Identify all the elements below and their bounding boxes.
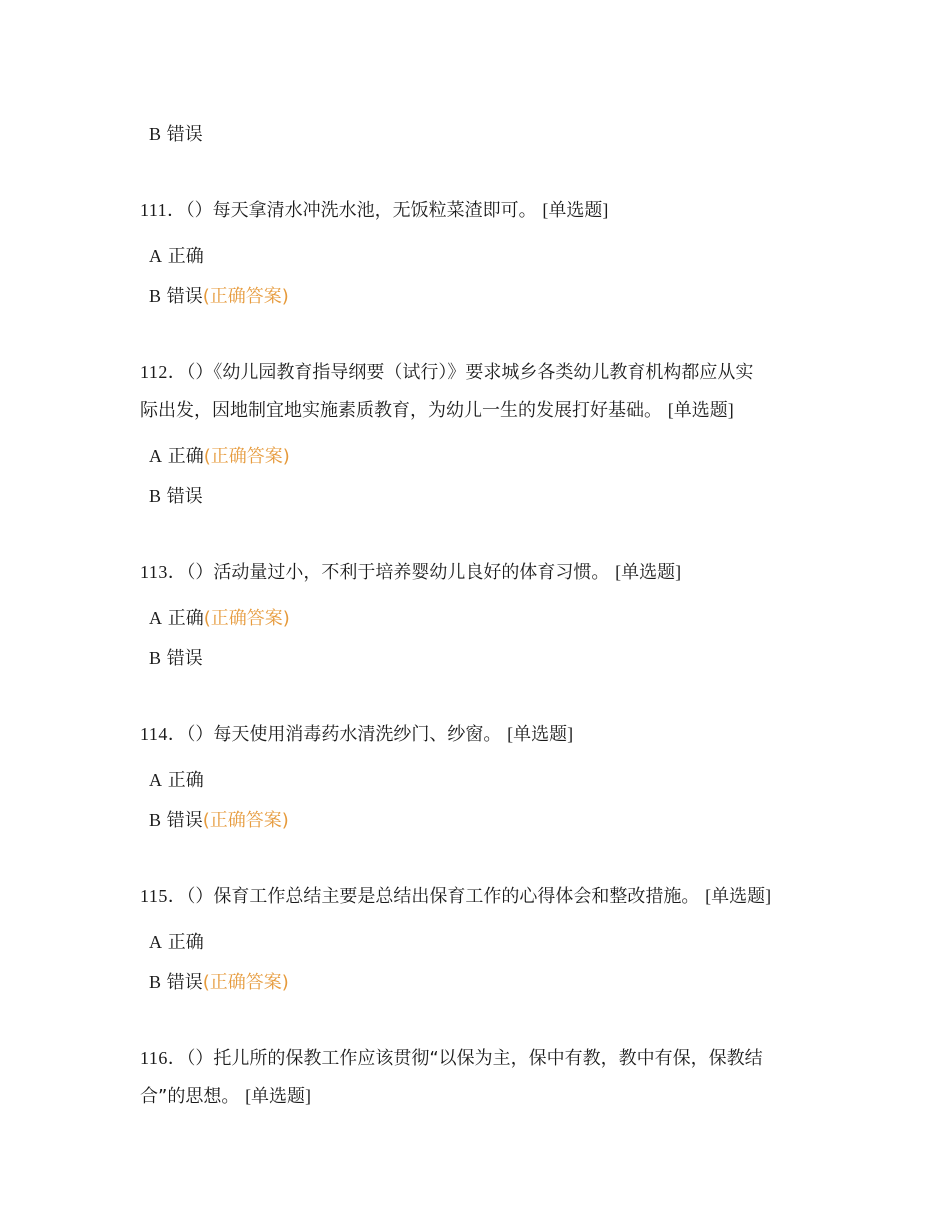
question-111-option-b (149, 284, 289, 309)
question-115-option-b (149, 970, 289, 995)
question-113-option-b (149, 646, 203, 671)
question-115 (140, 884, 771, 909)
option-text: 错误 (166, 124, 203, 145)
option-letter: B (149, 486, 162, 506)
option-letter: A (149, 446, 162, 466)
correct-answer-mark: (正确答案) (202, 810, 289, 831)
question-112-option-b (149, 484, 203, 509)
option-b-carryover (149, 122, 203, 147)
question-113 (140, 560, 681, 585)
correct-answer-mark: (正确答案) (203, 446, 290, 467)
question-type-tag: [单选题] (245, 1086, 312, 1106)
option-letter: B (149, 648, 162, 668)
question-type-tag: [单选题] (507, 724, 574, 744)
option-letter: A (149, 246, 162, 266)
question-text: （）活动量过小，不利于培养婴幼儿良好的体育习惯。 (186, 562, 610, 583)
option-letter: B (149, 124, 162, 144)
option-text: 正确 (167, 770, 204, 791)
question-number: 115． (140, 886, 187, 906)
question-type-tag: [单选题] (542, 200, 609, 220)
question-115-option-a (149, 930, 204, 955)
option-letter: B (149, 810, 162, 830)
correct-answer-mark: (正确答案) (202, 286, 289, 307)
option-text: 错误 (166, 810, 203, 831)
option-text: 错误 (166, 648, 203, 669)
question-116-line-2 (140, 1084, 311, 1109)
question-112 (140, 360, 753, 385)
question-text: （）保育工作总结主要是总结出保育工作的心得体会和整改措施。 (186, 886, 700, 907)
question-112-option-a (149, 444, 290, 469)
option-letter: B (149, 286, 162, 306)
question-114-option-a (149, 768, 204, 793)
question-number: 111． (140, 200, 186, 220)
option-text: 正确 (167, 932, 204, 953)
option-letter: A (149, 770, 162, 790)
option-letter: A (149, 608, 162, 628)
correct-answer-mark: (正确答案) (202, 972, 289, 993)
option-text: 正确 (167, 608, 204, 629)
question-113-option-a (149, 606, 290, 631)
question-114-option-b (149, 808, 289, 833)
question-111-option-a (149, 244, 204, 269)
question-text: （）每天拿清水冲洗水池，无饭粒菜渣即可。 (185, 200, 537, 221)
question-text: 合”的思想。 (140, 1086, 240, 1107)
question-text: （）《幼儿园教育指导纲要（试行）》要求城乡各类幼儿教育机构都应从实 (186, 362, 754, 383)
question-number: 112． (140, 362, 187, 382)
correct-answer-mark: (正确答案) (203, 608, 290, 629)
question-114 (140, 722, 573, 747)
question-116 (140, 1046, 763, 1071)
option-text: 错误 (166, 486, 203, 507)
option-text: 错误 (166, 286, 203, 307)
question-112-line-2 (140, 398, 734, 423)
question-type-tag: [单选题] (705, 886, 772, 906)
option-letter: B (149, 972, 162, 992)
option-letter: A (149, 932, 162, 952)
question-type-tag: [单选题] (615, 562, 682, 582)
option-text: 正确 (167, 446, 204, 467)
question-type-tag: [单选题] (667, 400, 734, 420)
question-number: 114． (140, 724, 187, 744)
question-number: 116． (140, 1048, 187, 1068)
question-111 (140, 198, 608, 223)
question-text: （）托儿所的保教工作应该贯彻“以保为主，保中有教，教中有保，保教结 (186, 1048, 763, 1069)
question-text: 际出发，因地制宜地实施素质教育，为幼儿一生的发展打好基础。 (140, 400, 662, 421)
option-text: 正确 (167, 246, 204, 267)
option-text: 错误 (166, 972, 203, 993)
question-text: （）每天使用消毒药水清洗纱门、纱窗。 (186, 724, 502, 745)
question-number: 113． (140, 562, 187, 582)
